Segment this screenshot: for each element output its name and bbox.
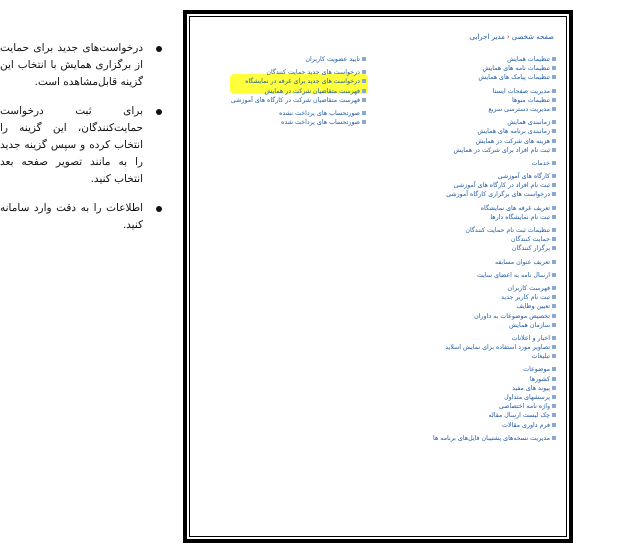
bullet-icon bbox=[156, 206, 162, 212]
menu-item-label: تعیین وظایف bbox=[516, 303, 550, 311]
menu-item[interactable] bbox=[366, 334, 556, 343]
menu-item-label: فرم داوری مقالات bbox=[502, 421, 550, 429]
menu-bullet-icon bbox=[552, 404, 556, 408]
menu-bullet-icon bbox=[552, 174, 556, 178]
menu-item[interactable] bbox=[366, 421, 556, 430]
menu-item-label: ثبت نام نمایشگاه دارها bbox=[490, 213, 550, 221]
menu-item-label: تایید عضویت کاربران bbox=[305, 56, 360, 63]
menu-item-label: تنظیمات پیامک های همایش bbox=[478, 74, 550, 82]
menu-bullet-icon bbox=[552, 98, 556, 102]
menu-bullet-icon bbox=[552, 260, 556, 264]
menu-item-label: موضوعات bbox=[523, 366, 550, 374]
note-paragraph: برای ثبت درخواست حمایت‌کنندگان، این گزینه را انتخاب کرده و سپس گزینه جدید را به مانند تصویر صفحه بعد انتخاب کنید. bbox=[0, 103, 165, 188]
menu-bullet-icon bbox=[552, 75, 556, 79]
menu-item-label: زمانبندی همایش bbox=[507, 119, 550, 127]
menu-item-label: تعریف غرفه های نمایشگاه bbox=[480, 204, 550, 212]
menu-bullet-icon bbox=[552, 228, 556, 232]
menu-item-label: مدیریت دسترسی سریع bbox=[488, 105, 550, 113]
menu-item[interactable] bbox=[206, 118, 366, 127]
menu-item[interactable] bbox=[366, 213, 556, 222]
menu-item-label: تصاویر مورد استفاده برای نمایش اسلاید bbox=[445, 344, 550, 352]
menu-item-label: کارگاه های آموزشی bbox=[497, 173, 550, 181]
menu-item[interactable] bbox=[366, 204, 556, 213]
admin-panel bbox=[189, 16, 567, 537]
menu-bullet-icon bbox=[552, 246, 556, 250]
menu-bullet-icon bbox=[552, 148, 556, 152]
bullet-icon bbox=[156, 46, 162, 52]
menu-item[interactable] bbox=[366, 384, 556, 393]
menu-item-label: صورتحساب های پرداخت نشده bbox=[279, 109, 360, 117]
menu-bullet-icon bbox=[552, 423, 556, 427]
menu-bullet-icon bbox=[552, 139, 556, 143]
menu-item-label: ثبت نام افراد در کارگاه های آموزشی bbox=[453, 182, 550, 190]
menu-item-label: پیوند های مفید bbox=[512, 384, 550, 392]
menu-item[interactable] bbox=[366, 127, 556, 136]
menu-item[interactable] bbox=[366, 434, 556, 443]
menu-item[interactable] bbox=[366, 96, 556, 105]
menu-item-label: درخواست های برگزاری کارگاه آموزشی bbox=[446, 191, 550, 199]
menu-item-label: اخبار و اعلانات bbox=[511, 334, 550, 342]
menu-item[interactable] bbox=[366, 137, 556, 146]
menu-item[interactable] bbox=[206, 87, 366, 96]
menu-item[interactable] bbox=[366, 235, 556, 244]
menu-item[interactable] bbox=[366, 244, 556, 253]
menu-bullet-icon bbox=[552, 215, 556, 219]
menu-item[interactable] bbox=[366, 302, 556, 311]
menu-item-label: هزینه های شرکت در همایش bbox=[475, 137, 550, 145]
menu-item[interactable] bbox=[366, 258, 556, 267]
note-paragraph: اطلاعات را به دقت وارد سامانه کنید. bbox=[0, 200, 165, 234]
menu-item[interactable] bbox=[366, 321, 556, 330]
menu-bullet-icon bbox=[552, 237, 556, 241]
menu-item-label: فهرست متقاضیان شرکت در همایش bbox=[264, 87, 360, 95]
menu-item[interactable] bbox=[206, 77, 366, 86]
breadcrumb-separator-icon: ‹ bbox=[506, 33, 510, 41]
menu-item[interactable] bbox=[366, 365, 556, 374]
bullet-icon bbox=[156, 109, 162, 115]
menu-item[interactable] bbox=[366, 181, 556, 190]
menu-item[interactable] bbox=[366, 352, 556, 361]
menu-bullet-icon bbox=[552, 192, 556, 196]
menu-item-label: مدیریت صفحات ایستا bbox=[492, 87, 550, 95]
menu-bullet-icon bbox=[552, 66, 556, 70]
menu-item-label: مدیریت نسخه‌های پشتیبان فایل‌های برنامه ها bbox=[433, 434, 550, 442]
menu-item[interactable] bbox=[366, 87, 556, 96]
menu-item[interactable] bbox=[206, 68, 366, 77]
menu-item-label: واژه نامه اختصاصی bbox=[498, 403, 550, 411]
breadcrumb bbox=[470, 33, 554, 41]
right-menu bbox=[366, 55, 556, 443]
menu-item-label: تبلیغات bbox=[531, 353, 550, 361]
menu-item[interactable] bbox=[366, 190, 556, 199]
menu-item-label: تنظیمات همایش bbox=[507, 56, 550, 63]
menu-item[interactable] bbox=[366, 343, 556, 352]
menu-item-label: برگزار کنندگان bbox=[511, 245, 550, 253]
menu-item-label: ثبت نام افراد برای شرکت در همایش bbox=[453, 146, 550, 154]
menu-bullet-icon bbox=[552, 286, 556, 290]
menu-item[interactable] bbox=[366, 226, 556, 235]
menu-bullet-icon bbox=[552, 354, 556, 358]
menu-item-label: زمانبندی برنامه های همایش bbox=[477, 128, 550, 136]
menu-bullet-icon bbox=[552, 107, 556, 111]
menu-item[interactable] bbox=[366, 293, 556, 302]
menu-item[interactable] bbox=[366, 146, 556, 155]
menu-item[interactable] bbox=[206, 96, 366, 105]
menu-item-label: صورتحساب های پرداخت شده bbox=[281, 119, 360, 127]
menu-item[interactable] bbox=[206, 109, 366, 118]
menu-item[interactable] bbox=[366, 393, 556, 402]
menu-item-label: خدمات bbox=[531, 159, 550, 167]
menu-item-label: تخصیص موضوعات به داوران bbox=[474, 312, 550, 320]
menu-item-label: تعریف عنوان مسابقه bbox=[494, 258, 550, 266]
menu-item-label: ارسال نامه به اعضای سایت bbox=[476, 271, 550, 279]
menu-bullet-icon bbox=[552, 161, 556, 165]
menu-bullet-icon bbox=[552, 57, 556, 61]
menu-bullet-icon bbox=[552, 413, 556, 417]
menu-item[interactable] bbox=[366, 118, 556, 127]
menu-bullet-icon bbox=[552, 386, 556, 390]
menu-item[interactable] bbox=[366, 64, 556, 73]
note-paragraph: درخواست‌های جدید برای حمایت از برگزاری همایش با انتخاب این گزینه قابل‌مشاهده است. bbox=[0, 40, 165, 91]
menu-bullet-icon bbox=[552, 129, 556, 133]
menu-bullet-icon bbox=[552, 295, 556, 299]
menu-item-label: حمایت کنندگان bbox=[510, 236, 550, 244]
menu-bullet-icon bbox=[552, 323, 556, 327]
menu-item-label: تنظیمات منوها bbox=[512, 96, 550, 104]
menu-bullet-icon bbox=[552, 273, 556, 277]
menu-item[interactable] bbox=[366, 411, 556, 420]
menu-bullet-icon bbox=[552, 345, 556, 349]
menu-item[interactable] bbox=[366, 55, 556, 64]
menu-item-label: چک لیست ارسال مقاله bbox=[488, 412, 550, 420]
menu-bullet-icon bbox=[552, 314, 556, 318]
menu-item-label: درخواست های جدید برای غرفه در نمایشگاه bbox=[245, 78, 360, 86]
menu-item[interactable] bbox=[366, 172, 556, 181]
menu-item-label: فهرست کاربران bbox=[507, 284, 550, 292]
menu-item[interactable] bbox=[366, 402, 556, 411]
menu-item[interactable] bbox=[366, 312, 556, 321]
menu-bullet-icon bbox=[552, 120, 556, 124]
menu-item-label: ثبت نام کاربر جدید bbox=[501, 294, 550, 302]
menu-item-label: کشورها bbox=[529, 375, 550, 383]
menu-item[interactable] bbox=[206, 55, 366, 64]
screenshot-frame bbox=[183, 10, 573, 543]
menu-bullet-icon bbox=[552, 183, 556, 187]
menu-bullet-icon bbox=[552, 367, 556, 371]
instruction-notes bbox=[0, 40, 165, 246]
menu-item[interactable] bbox=[366, 375, 556, 384]
menu-bullet-icon bbox=[552, 206, 556, 210]
menu-item-label: سازمان همایش bbox=[509, 321, 550, 329]
menu-bullet-icon bbox=[552, 304, 556, 308]
menu-item-label: درخواست های جدید حمایت کنندگان bbox=[266, 69, 360, 77]
menu-item-label: پرسشهای متداول bbox=[504, 394, 550, 401]
breadcrumb-current: مدیر اجرایی bbox=[469, 33, 505, 41]
menu-item-label: فهرست متقاضیان شرکت در کارگاه های آموزشی bbox=[230, 96, 360, 104]
menu-item[interactable] bbox=[366, 105, 556, 114]
menu-bullet-icon bbox=[552, 395, 556, 399]
menu-bullet-icon bbox=[552, 436, 556, 440]
menu-item[interactable] bbox=[366, 73, 556, 82]
left-menu bbox=[206, 55, 366, 127]
menu-item-label: تنظیمات نامه های همایش bbox=[482, 65, 550, 73]
breadcrumb-home-link[interactable]: صفحه شخصی bbox=[511, 33, 554, 41]
menu-item[interactable] bbox=[366, 284, 556, 293]
menu-bullet-icon bbox=[552, 377, 556, 381]
menu-item[interactable] bbox=[366, 159, 556, 168]
menu-item[interactable] bbox=[366, 271, 556, 280]
menu-bullet-icon bbox=[552, 89, 556, 93]
menu-item-label: تنظیمات ثبت نام حمایت کنندگان bbox=[465, 227, 550, 234]
menu-bullet-icon bbox=[552, 336, 556, 340]
